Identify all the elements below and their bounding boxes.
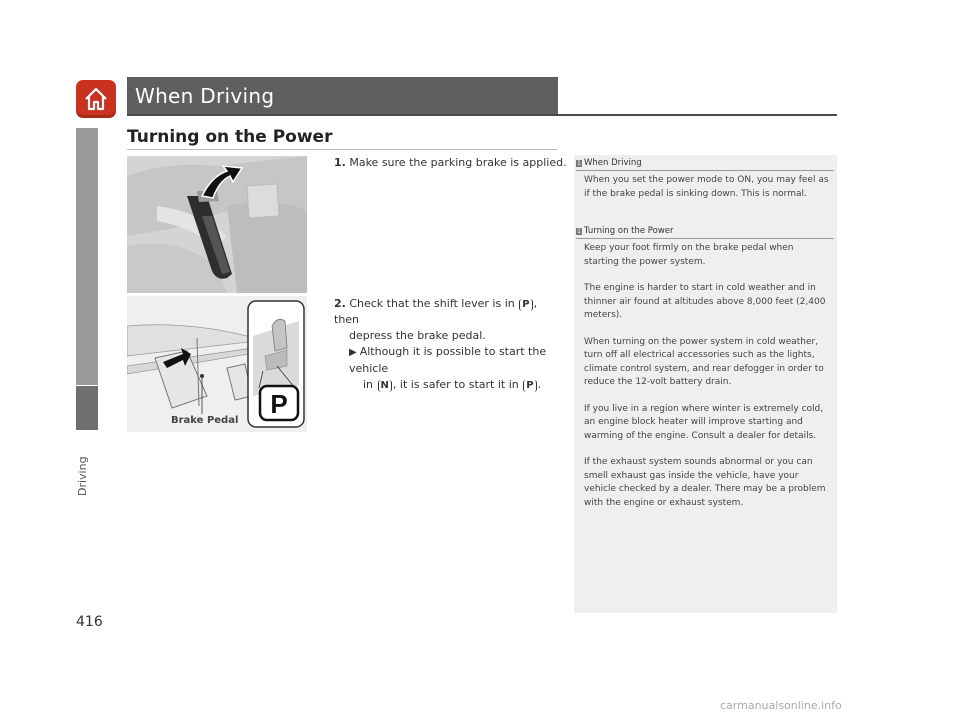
- side-tab-label: Driving: [76, 456, 89, 496]
- note-turning-on-power: [576, 226, 834, 523]
- side-tab-active[interactable]: [76, 386, 98, 430]
- step-1-text: Make sure the parking brake is applied.: [349, 156, 567, 169]
- step-2-text-cont: depress the brake pedal.: [349, 329, 486, 342]
- note-title: When Driving: [584, 158, 642, 168]
- watermark: carmanualsonline.info: [720, 699, 842, 712]
- heading-divider: [127, 149, 557, 150]
- shift-p-letter: P: [270, 389, 288, 419]
- note-marker-icon: 1: [577, 159, 581, 167]
- step-1-number: 1.: [334, 156, 346, 169]
- home-button[interactable]: [76, 80, 116, 118]
- key-p-2: P: [523, 380, 536, 392]
- step-2-note-cont: in N , it is safer to start it in P .: [363, 378, 542, 391]
- step-2-note: ▶ Although it is possible to start the vehicle: [349, 345, 547, 375]
- note-title: Turning on the Power: [584, 226, 674, 236]
- page-number: 416: [76, 614, 103, 630]
- parking-brake-image: [127, 156, 307, 293]
- note-header: [576, 158, 834, 168]
- brake-pedal-label: Brake Pedal: [171, 415, 239, 426]
- section-title-bar: [127, 77, 558, 114]
- section-heading: Turning on the Power: [127, 127, 333, 147]
- note-marker-icon: 1: [577, 227, 581, 235]
- arrow-icon: ▶: [349, 347, 357, 358]
- step-2: 2. Check that the shift lever is in P , then depress the brake pedal. ▶ Although it is possible to start the vehicle in N , it is safer to start it in P .: [334, 296, 564, 393]
- note-divider: [576, 170, 834, 171]
- side-tab-bar: [76, 128, 98, 385]
- note-body: When you set the power mode to ON, you may feel as if the brake pedal is sinking down. This is normal.: [584, 175, 829, 199]
- home-icon: [83, 86, 109, 112]
- title-divider: [127, 114, 837, 116]
- key-p: P: [519, 299, 532, 311]
- note-when-driving: [576, 158, 834, 214]
- key-n: N: [378, 380, 392, 392]
- section-title: When Driving: [135, 84, 275, 108]
- note-body: Keep your foot firmly on the brake pedal when starting the power system. The engine is harder to start in cold weather and in thinner air found at altitudes above 8,000 feet (2,400 meters). When turning on the power system in cold weather, turn off all electrical accessories such as the lights, climate control system, and rear defogger in order to reduce the 12-volt battery drain. If you live in a region where winter is extremely cold, an engine block heater will improve starting and warming of the engine. Consult a dealer for details. If the exhaust system sounds abnormal or you can smell exhaust gas inside the vehicle, have your vehicle checked by a dealer. There may be a problem with the engine or exhaust system.: [584, 243, 826, 508]
- note-divider: [576, 238, 834, 239]
- brake-pedal-image: [127, 296, 307, 432]
- step-2-number: 2.: [334, 297, 346, 310]
- note-header: [576, 226, 834, 236]
- step-1: [334, 155, 567, 171]
